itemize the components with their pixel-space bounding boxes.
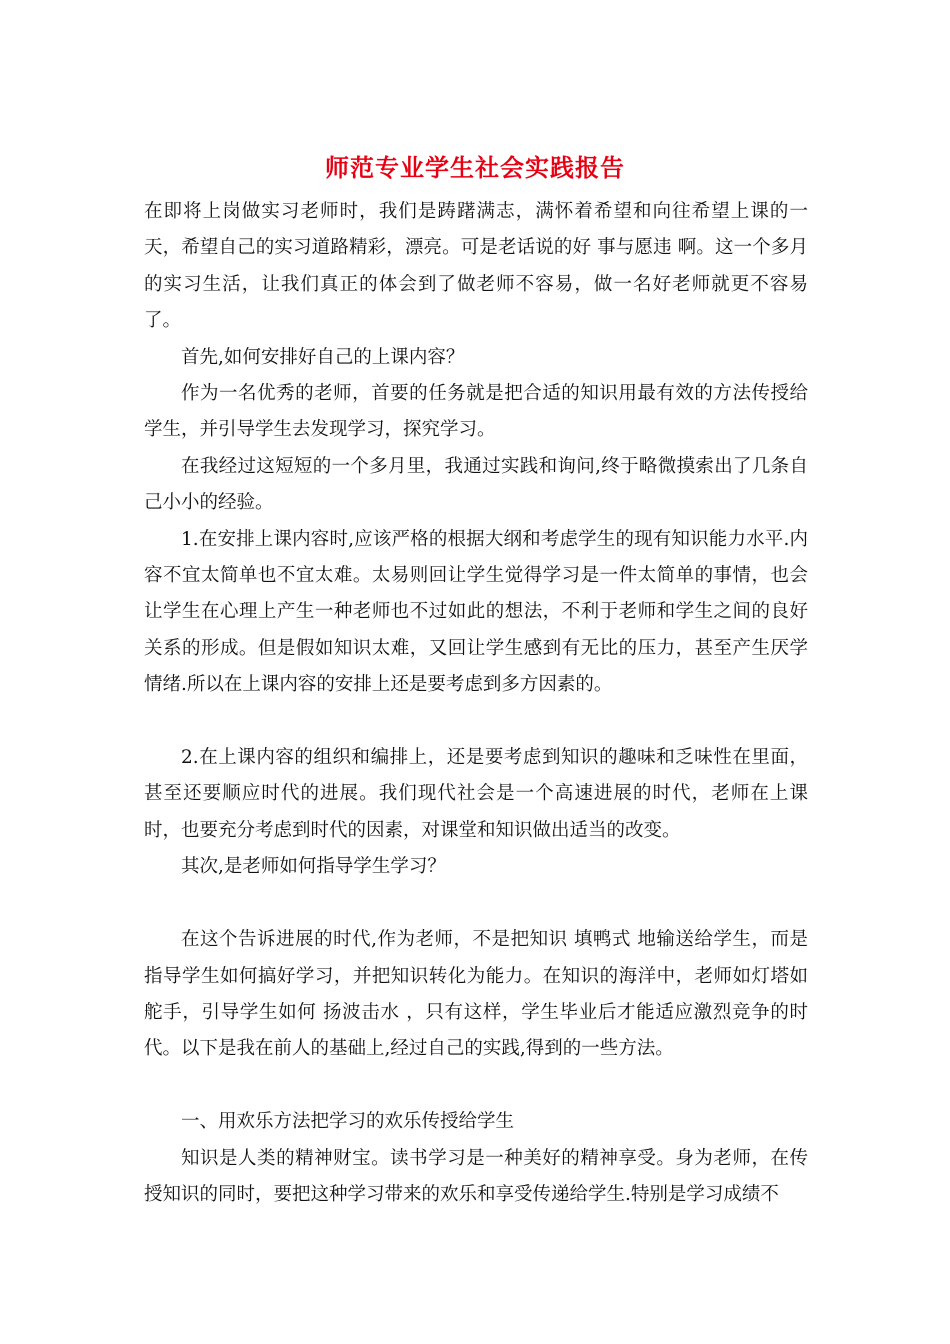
paragraph-gap	[144, 1068, 808, 1104]
paragraph-experience: 在我经过这短短的一个多月里，我通过实践和询问,终于略微摸索出了几条自己小小的经验。	[144, 455, 808, 514]
paragraph-gap	[144, 704, 808, 740]
paragraph-intro: 在即将上岗做实习老师时，我们是踌躇满志，满怀着希望和向往希望上课的一天，希望自己的实习道路精彩，漂亮。可是老话说的好 事与愿违 啊。这一个多月的实习生活，让我们真正的体会到了做老师不容易，做一名好老师就更不容易了。	[144, 201, 808, 332]
document-title: 师范专业学生社会实践报告	[325, 153, 625, 182]
paragraph-knowledge: 知识是人类的精神财宝。读书学习是一种美好的精神享受。身为老师，在传授知识的同时，要把这种学习带来的欢乐和享受传递给学生.特别是学习成绩不	[144, 1147, 808, 1205]
paragraph-teacher-task: 作为一名优秀的老师，首要的任务就是把合适的知识用最有效的方法传授给学生，并引导学生去发现学习，探究学习。	[144, 383, 808, 441]
paragraph-heading-first: 首先,如何安排好自己的上课内容？	[181, 346, 465, 368]
paragraph-point-1: 1.在安排上课内容时,应该严格的根据大纲和考虑学生的现有知识能力水平.内容不宜太简单也不宜太难。太易则回让学生觉得学习是一件太简单的事情，也会让学生在心理上产生一种老师也不过如此的想法，不利于老师和学生之间的良好关系的形成。但是假如知识太难，又回让学生感到有无比的压力，甚至产生厌学情绪.所以在上课内容的安排上还是要考虑到多方因素的。	[144, 528, 808, 696]
paragraph-gap	[144, 886, 808, 922]
document-body	[144, 194, 808, 1213]
paragraph-point-2: 2.在上课内容的组织和编排上，还是要考虑到知识的趣味和乏味性在里面，甚至还要顺应时代的进展。我们现代社会是一个高速进展的时代，老师在上课时，也要充分考虑到时代的因素，对课堂和知识做出适当的改变。	[144, 747, 808, 841]
paragraph-section-one: 一、用欢乐方法把学习的欢乐传授给学生	[181, 1111, 515, 1133]
paragraph-heading-second: 其次,是老师如何指导学生学习？	[181, 856, 446, 878]
paragraph-guidance: 在这个告诉进展的时代,作为老师，不是把知识 填鸭式 地输送给学生，而是指导学生如何搞好学习，并把知识转化为能力。在知识的海洋中，老师如灯塔如舵手，引导学生如何 扬波击水 ，只有这样，学生毕业后才能适应激烈竞争的时代。以下是我在前人的基础上,经过自己的实践,得到的一些方法。	[144, 929, 808, 1060]
